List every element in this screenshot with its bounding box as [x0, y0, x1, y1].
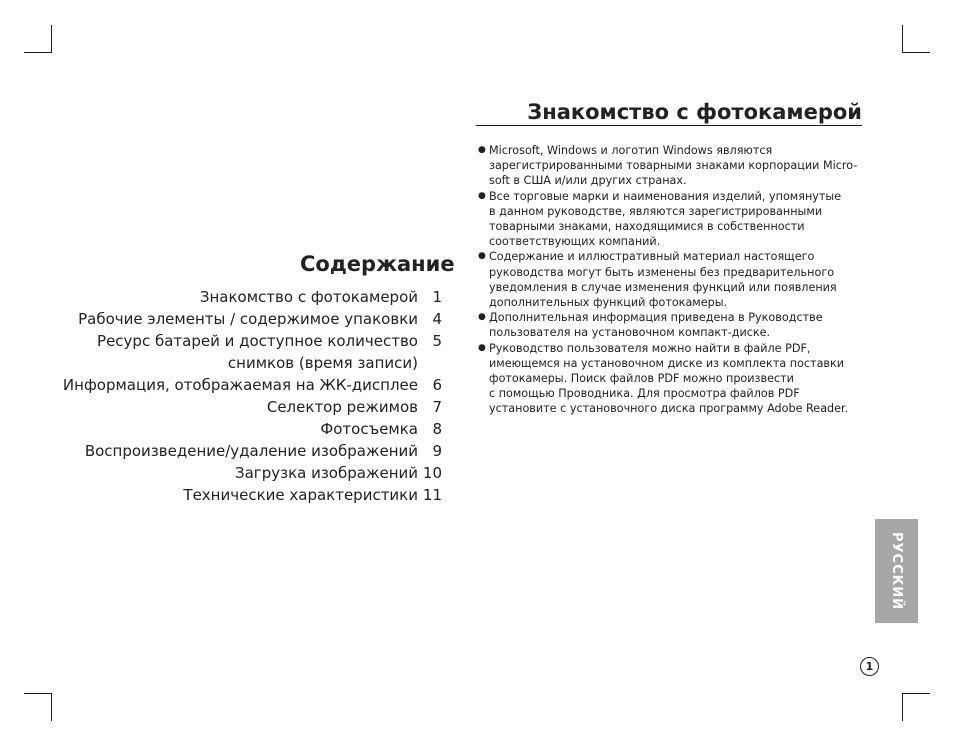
toc-page-number: 7	[432, 398, 442, 416]
list-item: ● Дополнительная информация приведена в Руководстве пользователя на установочном компакт-диске.	[478, 311, 823, 340]
crop-mark	[24, 693, 52, 694]
bullet-icon: ●	[478, 342, 486, 353]
toc-item[interactable]: Технические характеристики 11	[183, 486, 442, 504]
crop-mark	[51, 25, 52, 53]
toc-page-number: 8	[432, 420, 442, 438]
list-item: ● Microsoft, Windows и логотип Windows являются зарегистрированными товарными знаками корпорации Micro- soft в США и/или других странах.	[478, 144, 858, 188]
toc-page-number: 9	[432, 442, 442, 460]
table-of-contents	[60, 286, 442, 506]
toc-item[interactable]: Загрузка изображений 10	[235, 464, 442, 482]
toc-page-number: 5	[432, 332, 442, 350]
toc-item[interactable]: Ресурс батарей и доступное количество снимков (время записи) 5	[97, 332, 442, 372]
toc-page-number: 10	[422, 464, 442, 482]
toc-item[interactable]: Фотосъемка 8	[320, 420, 442, 438]
bullet-icon: ●	[478, 190, 486, 201]
crop-mark	[902, 693, 930, 694]
toc-page-number: 6	[432, 376, 442, 394]
section-title: Знакомство с фотокамерой	[476, 100, 862, 126]
language-tab: РУССКИЙ	[875, 519, 918, 623]
crop-mark	[902, 25, 903, 53]
toc-item[interactable]: Селектор режимов 7	[266, 398, 442, 416]
toc-item[interactable]: Воспроизведение/удаление изображений 9	[84, 442, 442, 460]
toc-page-number: 4	[432, 310, 442, 328]
crop-mark	[902, 52, 930, 53]
crop-mark	[51, 693, 52, 721]
crop-mark	[24, 52, 52, 53]
list-item: ● Содержание и иллюстративный материал настоящего руководства могут быть изменены без предварительного уведомления в случае изменения функций или появления дополнительных функций фотокамеры.	[478, 250, 837, 310]
list-item: ● Руководство пользователя можно найти в файле PDF, имеющемся на установочном диске из комплекта поставки фотокамеры. Поиск файлов PDF можно произвести с помощью Проводника. Для просмотра файлов PDF установите с установочного диска программу Adobe Reader.	[478, 341, 849, 416]
toc-item[interactable]: Рабочие элементы / содержимое упаковки 4	[78, 310, 442, 328]
bullet-icon: ●	[478, 251, 486, 262]
toc-title: Содержание	[300, 252, 455, 276]
page-number: 1	[860, 657, 879, 676]
list-item: ● Все торговые марки и наименования изделий, упомянутые в данном руководстве, являются зарегистрированными товарными знаками, находящимися в собственности соответствующих компаний.	[478, 189, 842, 249]
toc-item[interactable]: Знакомство с фотокамерой 1	[199, 288, 442, 306]
bullet-icon: ●	[478, 312, 486, 323]
notice-list	[478, 143, 868, 417]
toc-page-number: 11	[422, 486, 442, 504]
bullet-icon: ●	[478, 145, 486, 155]
toc-page-number: 1	[432, 288, 442, 306]
crop-mark	[902, 693, 903, 721]
toc-item[interactable]: Информация, отображаемая на ЖК-дисплее 6	[62, 376, 442, 394]
